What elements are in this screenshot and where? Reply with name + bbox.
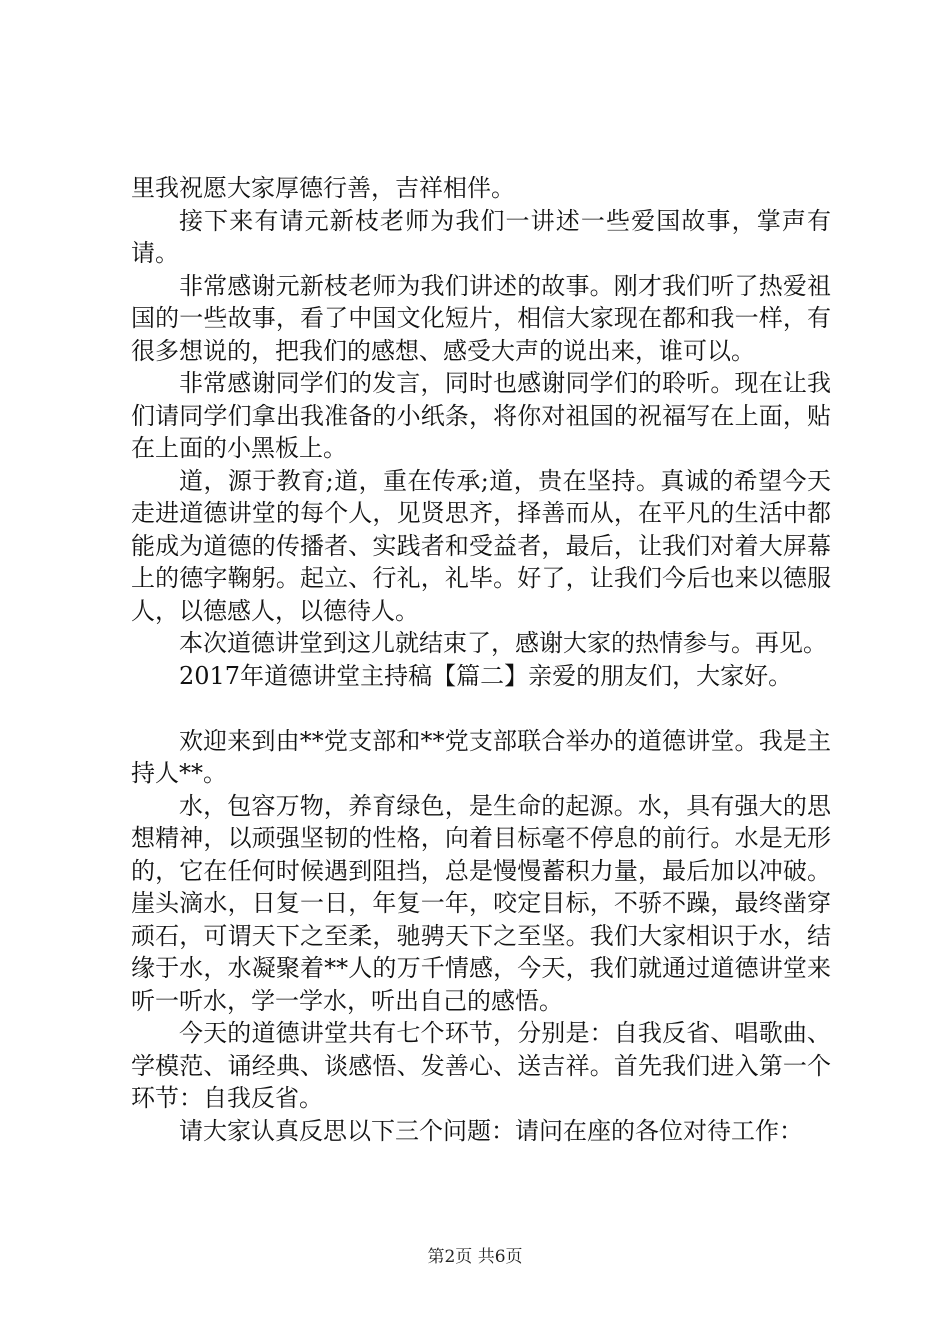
section-heading: 2017年道德讲堂主持稿【篇二】亲爱的朋友们，大家好。 xyxy=(179,661,793,690)
page-footer: 第2页 共6页 xyxy=(427,1247,523,1267)
paragraph-5: 道，源于教育;道，重在传承;道，贵在坚持。真诚的希望今天走进道德讲堂的每个人，见贤思齐，择善而从，在平凡的生活中都能成为道德的传播者、实践者和受益者，最后，让我们对着大屏幕上的德字鞠躬。起立、行礼，礼毕。好了，让我们今后也来以德服人，以德感人，以德待人。 xyxy=(131,466,831,625)
paragraph-1: 里我祝愿大家厚德行善，吉祥相伴。 xyxy=(131,174,515,202)
paragraph-9: 今天的道德讲堂共有七个环节，分别是：自我反省、唱歌曲、学模范、诵经典、谈感悟、发善心、送吉祥。首先我们进入第一个环节：自我反省。 xyxy=(131,1019,831,1112)
paragraph-2: 接下来有请元新枝老师为我们一讲述一些爱国故事，掌声有请。 xyxy=(131,206,831,267)
document-body xyxy=(131,172,831,1147)
paragraph-4: 非常感谢同学们的发言，同时也感谢同学们的聆听。现在让我们请同学们拿出我准备的小纸条，将你对祖国的祝福写在上面，贴在上面的小黑板上。 xyxy=(131,369,831,462)
paragraph-7: 欢迎来到由**党支部和**党支部联合举办的道德讲堂。我是主持人**。 xyxy=(131,726,831,787)
paragraph-10: 请大家认真反思以下三个问题：请问在座的各位对待工作： xyxy=(179,1116,803,1145)
paragraph-3: 非常感谢元新枝老师为我们讲述的故事。刚才我们听了热爱祖国的一些故事，看了中国文化短片，相信大家现在都和我一样，有很多想说的，把我们的感想、感受大声的说出来，谁可以。 xyxy=(131,271,831,365)
paragraph-8: 水，包容万物，养育绿色，是生命的起源。水，具有强大的思想精神，以顽强坚韧的性格，向着目标毫不停息的前行。水是无形的，它在任何时候遇到阻挡，总是慢慢蓄积力量，最后加以冲破。崖头滴水，日复一日，年复一年，咬定目标，不骄不躁，最终凿穿顽石，可谓天下之至柔，驰骋天下之至坚。我们大家相识于水，结缘于水，水凝聚着**人的万千情感，今天，我们就通过道德讲堂来听一听水，学一学水，听出自己的感悟。 xyxy=(131,791,831,1015)
paragraph-6: 本次道德讲堂到这儿就结束了，感谢大家的热情参与。再见。 xyxy=(179,629,827,657)
